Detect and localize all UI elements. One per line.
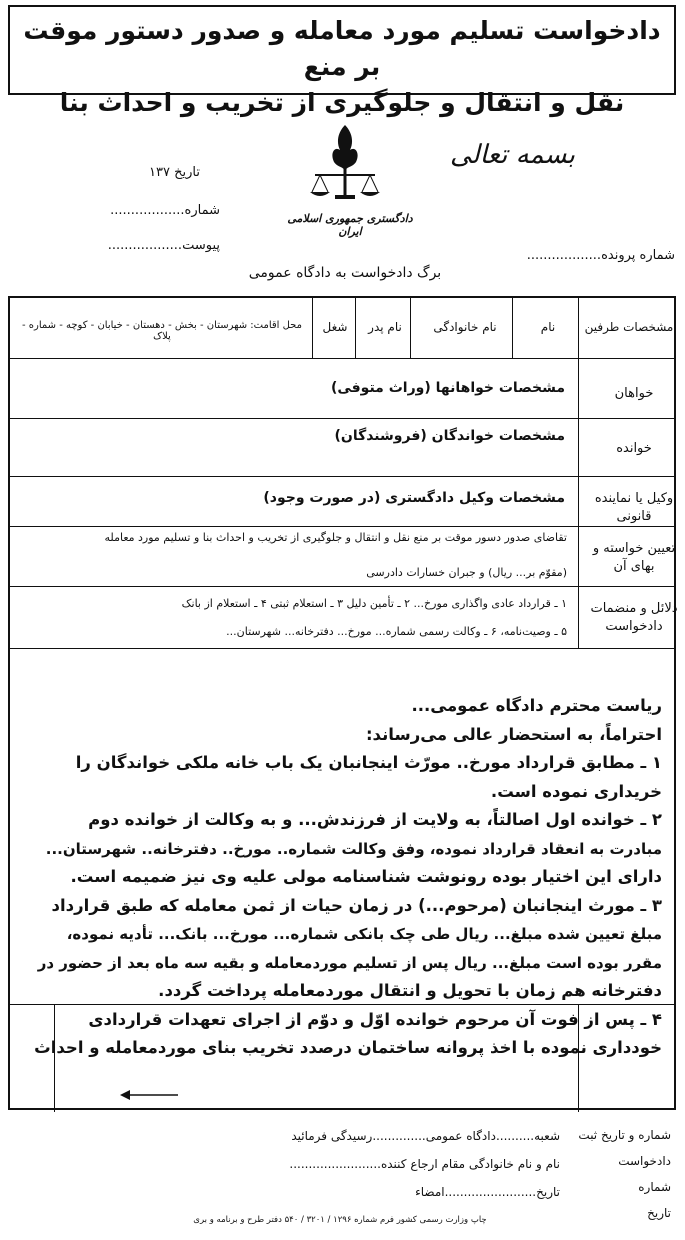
intro: احتراماً، به استحضار عالی می‌رساند: (365, 724, 662, 744)
evidence-value-line2[interactable]: ۵ ـ وصیت‌نامه، ۶ ـ وکالت رسمی شماره... مورخ... دفترخانه... شهرستان... (226, 625, 567, 638)
para3-line3: مقرر بوده است مبلغ... ریال پس از تسلیم موردمعامله و بقیه سه ماه بعد از حضور در (37, 953, 662, 972)
row-label-evidence: دلائل و منضمات دادخواست (590, 601, 678, 634)
attachment-label: پیوست (182, 238, 220, 253)
iran-emblem-icon (300, 120, 390, 210)
form-subtitle: برگ دادخواست به دادگاه عمومی (248, 265, 442, 281)
row-label-claim: تعیین خواسته و بهای آن (592, 541, 676, 574)
para1-line2: خریداری نموده است. (490, 781, 662, 801)
para4-line2: خودداری نموده با اخذ پروانه ساختمان درصدد تخریب بنای موردمعامله و احداث (34, 1038, 662, 1057)
evidence-value-line1[interactable]: ۱ ـ قرارداد عادی واگذاری مورخ... ۲ ـ تأمین دلیل ۳ ـ استعلام ثبتی ۴ ـ استعلام از بانک (181, 597, 567, 610)
case-number-label: شماره پرونده (601, 248, 675, 263)
para3-line2: مبلغ تعیین شده مبلغ... ریال طی چک بانکی شماره... مورخ... بانک... تأدیه نموده، (66, 925, 662, 943)
registration-label: شماره و تاریخ ثبت دادخواست (578, 1128, 671, 1168)
continue-arrow-icon (120, 1087, 180, 1106)
attorney-value[interactable]: مشخصات وکیل دادگستری (در صورت وجود) (263, 490, 565, 506)
number-label: شماره (184, 203, 220, 218)
row-label-plaintiff: خواهان (614, 386, 654, 401)
registration-block[interactable] (576, 1122, 671, 1226)
para2-line2: مبادرت به انعقاد قرارداد نموده، وفق وکالت شماره.. مورخ.. دفترخانه.. شهرستان... (45, 839, 662, 858)
row-label-attorney: وکیل یا نماینده قانونی (594, 491, 674, 524)
case-number-field[interactable]: شماره پرونده.................. (526, 248, 675, 263)
registration-number: شماره (638, 1180, 671, 1194)
claim-value-line1[interactable]: تقاضای صدور دسور موقت بر منع نقل و انتقال و جلوگیری از تخریب و احداث بنا و تسلیم مورد معامله (104, 531, 567, 544)
col-occupation: شغل (322, 320, 348, 334)
claim-value-line2[interactable]: (مقوّم بر... ریال) و جبران خسارات دادرسی (366, 566, 567, 579)
para3-line1: ۳ ـ مورث اینجانبان (مرحوم...) در زمان حیات از ثمن معامله که طبق قرارداد (51, 895, 662, 915)
para4-line1: ۴ ـ پس از فوت آن مرحوم خوانده اوّل و دوّم از اجرای تعهدات قراردادی (88, 1009, 662, 1029)
registration-date: تاریخ (647, 1206, 671, 1220)
number-field[interactable]: شماره.................. (110, 203, 220, 218)
plaintiff-value[interactable]: مشخصات خواهانها (وراث متوفی) (330, 380, 565, 396)
title-line-2: نقل و انتقال و جلوگیری از تخریب و احداث بنا (59, 88, 625, 117)
col-name: نام (540, 320, 556, 334)
para3-line4: دفترخانه هم زمان با تحویل و انتقال موردمعامله پرداخت گردد. (158, 981, 662, 1000)
branch-line: شعبه..........دادگاه عمومی..............رسیدگی فرمائید (291, 1129, 560, 1143)
bismillah: بسمه تعالی (450, 140, 575, 170)
salutation: ریاست محترم دادگاه عمومی... (411, 696, 662, 715)
title-line-1: دادخواست تسلیم مورد معامله و صدور دستور موقت بر منع (23, 16, 661, 81)
petition-body[interactable] (22, 692, 662, 1063)
defendant-value[interactable]: مشخصات خواندگان (فروشندگان) (334, 428, 565, 444)
date-sign-line: تاریخ........................امضاء (415, 1185, 560, 1199)
para1-line1: ۱ ـ مطابق قرارداد مورخ.. مورّث اینجانبان یک باب خانه ملکی خواندگان را (75, 753, 662, 772)
col-family-name: نام خانوادگی (433, 320, 497, 334)
printer-line: چاپ وزارت رسمی کشور فرم شماره ۱۲۹۶ / ۳۲۰۱ / ۵۴۰ دفتر طرح و برنامه و بری (193, 1215, 487, 1225)
attachment-field[interactable]: پیوست.................. (107, 238, 220, 253)
emblem-caption: دادگستری جمهوری اسلامی ایران (287, 212, 413, 238)
para2-line3: دارای این اختیار بوده رونوشت شناسنامه مولی علیه وی نیز ضمیمه است. (70, 867, 662, 886)
referrer-line: نام و نام خانوادگی مقام ارجاع کننده........................ (289, 1157, 560, 1171)
row-label-defendant: خوانده (616, 441, 652, 456)
referral-block[interactable] (130, 1122, 560, 1206)
para2-line1: ۲ ـ خوانده اول اصالتاً، به ولایت از فرزندش... و به وکالت از خوانده دوم (88, 810, 662, 829)
form-title-box (8, 5, 676, 117)
col-parties: مشخصات طرفین (584, 320, 674, 334)
date-field[interactable] (70, 165, 200, 180)
date-label: تاریخ ۱۳۷ (149, 165, 200, 180)
col-father-name: نام پدر (368, 320, 402, 334)
col-residence: محل اقامت: شهرستان - بخش - دهستان - خیابان - کوچه - شماره - پلاک (21, 320, 302, 342)
